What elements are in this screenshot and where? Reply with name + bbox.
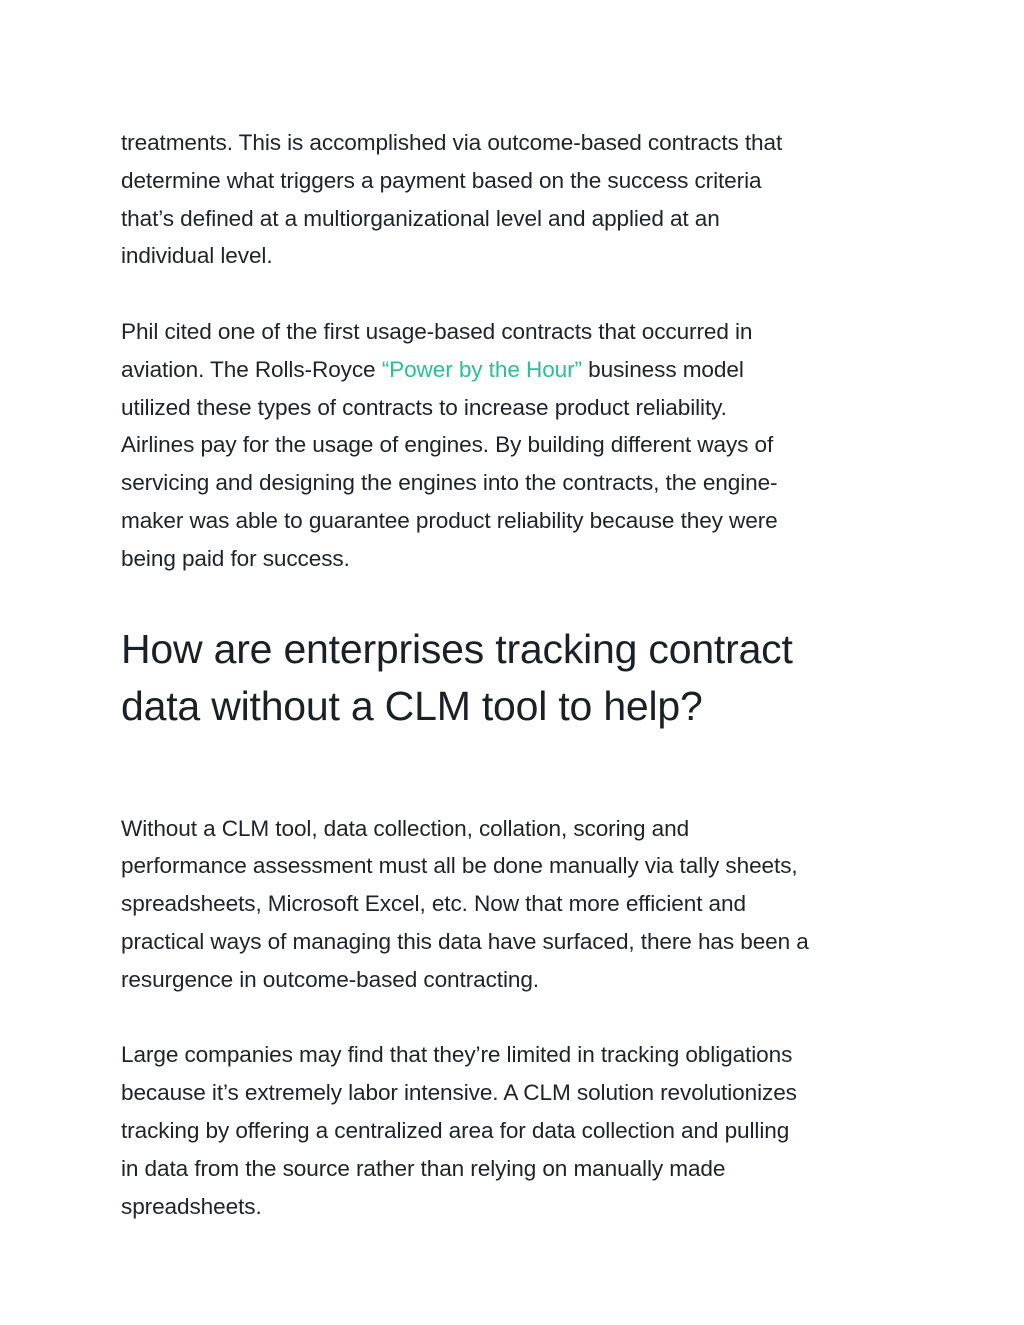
text-line: that’s defined at a multiorganizational level and applied at an [121, 205, 720, 231]
text-line: because it’s extremely labor intensive. A CLM solution revolutionizes [121, 1080, 797, 1106]
text-segment: business model [581, 356, 744, 382]
text-line: tracking by offering a centralized area for data collection and pulling [121, 1117, 790, 1143]
paragraph-large-companies [121, 1036, 911, 1225]
text-line: resurgence in outcome-based contracting. [121, 966, 539, 992]
text-line: treatments. This is accomplished via outcome-based contracts that [121, 130, 783, 155]
text-line: Phil cited one of the first usage-based contracts that occurred in [121, 318, 753, 344]
section-heading [121, 621, 911, 736]
paragraph-without-clm [121, 810, 911, 999]
text-line: spreadsheets, Microsoft Excel, etc. Now that more efficient and [121, 891, 746, 917]
text-line: spreadsheets. [121, 1193, 262, 1219]
text-line: Large companies may find that they’re limited in tracking obligations [121, 1042, 793, 1068]
text-segment: aviation. The Rolls-Royce [121, 356, 382, 382]
text-line: individual level. [121, 243, 273, 269]
text-line: performance assessment must all be done manually via tally sheets, [121, 853, 798, 879]
text-line: utilized these types of contracts to increase product reliability. [121, 394, 727, 420]
paragraph-rolls-royce [121, 313, 911, 578]
text-line-with-link [121, 351, 911, 389]
heading-line: data without a CLM tool to help? [121, 683, 703, 730]
text-line: being paid for success. [121, 545, 350, 571]
text-line: servicing and designing the engines into the contracts, the engine- [121, 470, 778, 496]
text-line: maker was able to guarantee product reliability because they were [121, 507, 778, 533]
text-line: practical ways of managing this data have surfaced, there has been a [121, 928, 809, 954]
heading-line: How are enterprises tracking contract [121, 625, 793, 672]
paragraph-spacer [121, 999, 911, 1037]
power-by-the-hour-link[interactable]: “Power by the Hour” [381, 356, 582, 382]
paragraph-spacer [121, 275, 911, 313]
text-line: in data from the source rather than relying on manually made [121, 1155, 726, 1181]
text-line: determine what triggers a payment based on the success criteria [121, 167, 762, 193]
text-line: Airlines pay for the usage of engines. By building different ways of [121, 432, 774, 458]
text-line: Without a CLM tool, data collection, collation, scoring and [121, 815, 690, 841]
paragraph-treatments [121, 124, 911, 275]
document-page [121, 124, 911, 1225]
